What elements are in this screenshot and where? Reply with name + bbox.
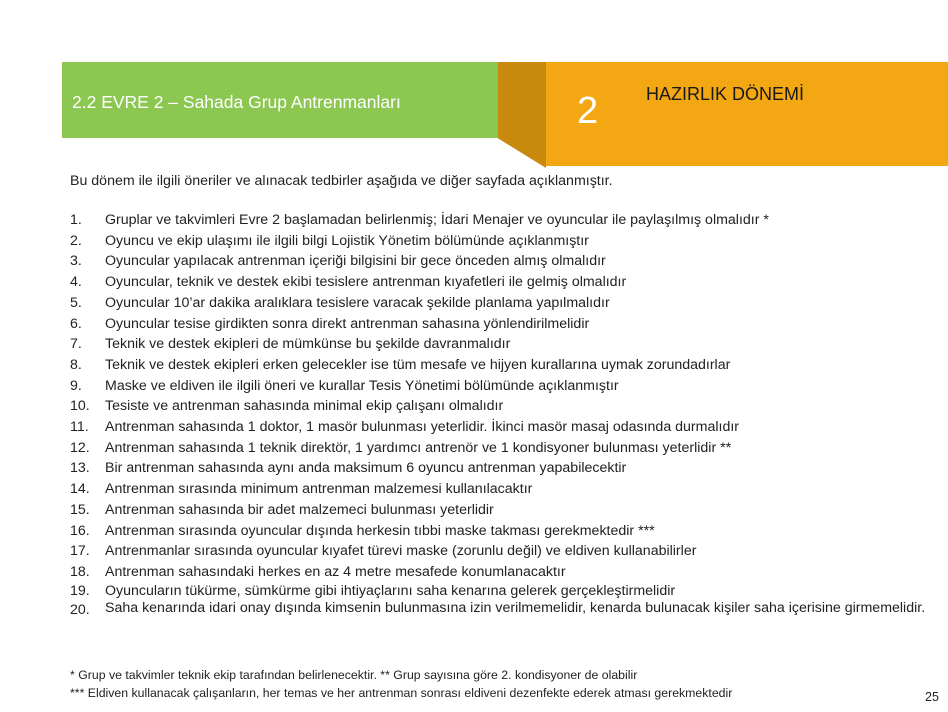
item-number: 2. xyxy=(70,232,82,249)
item-text: Oyuncular 10’ar dakika aralıklara tesislere varacak şekilde planlama yapılmalıdır xyxy=(105,294,610,311)
item-number: 16. xyxy=(70,522,90,539)
item-text: Oyuncular yapılacak antrenman içeriği bilgisini bir gece önceden almış olmalıdır xyxy=(105,253,606,270)
list-item xyxy=(70,334,940,355)
item-number: 13. xyxy=(70,460,90,477)
list-item xyxy=(70,583,940,600)
list-item xyxy=(70,210,940,231)
list-item xyxy=(70,231,940,252)
item-number: 9. xyxy=(70,377,82,394)
item-text: Tesiste ve antrenman sahasında minimal ekip çalışanı olmalıdır xyxy=(105,398,504,415)
chapter-title: HAZIRLIK DÖNEMİ xyxy=(646,84,805,104)
item-text: Oyuncular, teknik ve destek ekibi tesislere antrenman kıyafetleri ile gelmiş olmalıdır xyxy=(105,274,627,291)
list-item xyxy=(70,500,940,521)
list-item xyxy=(70,600,940,617)
item-number: 4. xyxy=(70,274,82,291)
item-text: Antrenman sırasında minimum antrenman malzemesi kullanılacaktır xyxy=(105,481,533,498)
item-text: Oyuncu ve ekip ulaşımı ile ilgili bilgi Lojistik Yönetim bölümünde açıklanmıştır xyxy=(105,232,589,249)
item-text: Antrenman sahasında 1 doktor, 1 masör bulunması yeterlidir. İkinci masör masaj odasında durmalıdır xyxy=(105,419,740,436)
chapter-banner xyxy=(546,62,948,166)
recommendations-list xyxy=(70,210,940,617)
item-text: Teknik ve destek ekipleri erken gelecekler ise tüm mesafe ve hijyen kurallarına uymak zorundadırlar xyxy=(105,356,731,373)
footnotes xyxy=(70,666,732,702)
item-text: Saha kenarında idari onay dışında kimsenin bulunmasına izin verilmemelidir, kenarda bulunacak kişiler saha içerisine girmemelidir. xyxy=(105,599,926,616)
section-banner xyxy=(62,62,498,138)
banner-fold xyxy=(498,62,546,168)
item-text: Oyuncuların tükürme, sümkürme gibi ihtiyaçlarını saha kenarına gelerek gerçekleştirmelidir xyxy=(105,582,676,599)
item-text: Teknik ve destek ekipleri de mümkünse bu şekilde davranmalıdır xyxy=(105,336,511,353)
footnote-line: *** Eldiven kullanacak çalışanların, her temas ve her antrenman sonrası eldiveni dezenfekte ederek atması gerekmektedir xyxy=(70,686,733,700)
item-text: Bir antrenman sahasında aynı anda maksimum 6 oyuncu antrenman yapabilecektir xyxy=(105,460,627,477)
chapter-number: 2 xyxy=(577,90,599,132)
item-number: 1. xyxy=(70,212,82,228)
item-number: 3. xyxy=(70,253,82,270)
item-text: Antrenman sahasında 1 teknik direktör, 1 yardımcı antrenör ve 1 kondisyoner bulunması yeterlidir ** xyxy=(105,439,732,456)
item-number: 19. xyxy=(70,582,90,599)
item-number: 8. xyxy=(70,356,82,373)
item-number: 7. xyxy=(70,336,82,353)
item-number: 18. xyxy=(70,563,90,580)
list-item xyxy=(70,396,940,417)
item-number: 20. xyxy=(70,601,90,618)
list-item xyxy=(70,376,940,397)
item-number: 17. xyxy=(70,543,90,560)
list-item xyxy=(70,521,940,542)
list-item xyxy=(70,479,940,500)
item-number: 5. xyxy=(70,294,82,311)
list-item xyxy=(70,438,940,459)
list-item xyxy=(70,314,940,335)
list-item xyxy=(70,458,940,479)
item-text: Antrenman sırasında oyuncular dışında herkesin tıbbi maske takması gerekmektedir *** xyxy=(105,522,655,539)
page-number: 25 xyxy=(925,690,939,704)
item-text: Gruplar ve takvimleri Evre 2 başlamadan belirlenmiş; İdari Menajer ve oyuncular ile paylaşılmış olmalıdır * xyxy=(105,212,769,228)
item-number: 15. xyxy=(70,501,90,518)
list-item xyxy=(70,355,940,376)
item-number: 14. xyxy=(70,481,90,498)
section-title: 2.2 EVRE 2 – Sahada Grup Antrenmanları xyxy=(72,92,401,112)
list-item xyxy=(70,272,940,293)
item-number: 12. xyxy=(70,439,90,456)
item-number: 6. xyxy=(70,315,82,332)
list-item xyxy=(70,562,940,583)
list-item xyxy=(70,293,940,314)
intro-text: Bu dönem ile ilgili öneriler ve alınacak tedbirler aşağıda ve diğer sayfada açıklanmıştır. xyxy=(70,173,613,189)
list-item xyxy=(70,251,940,272)
item-text: Oyuncular tesise girdikten sonra direkt antrenman sahasına yönlendirilmelidir xyxy=(105,315,590,332)
item-text: Maske ve eldiven ile ilgili öneri ve kurallar Tesis Yönetimi bölümünde açıklanmıştır xyxy=(105,377,619,394)
item-text: Antrenman sahasındaki herkes en az 4 metre mesafede konumlanacaktır xyxy=(105,563,566,580)
footnote-line: * Grup ve takvimler teknik ekip tarafından belirlenecektir. ** Grup sayısına göre 2. kondisyoner de olabilir xyxy=(70,668,638,682)
item-number: 11. xyxy=(70,419,89,436)
list-item xyxy=(70,541,940,562)
item-text: Antrenmanlar sırasında oyuncular kıyafet türevi maske (zorunlu değil) ve eldiven kullanabilirler xyxy=(105,543,697,560)
item-number: 10. xyxy=(70,398,90,415)
list-item xyxy=(70,417,940,438)
item-text: Antrenman sahasında bir adet malzemeci bulunması yeterlidir xyxy=(105,501,494,518)
